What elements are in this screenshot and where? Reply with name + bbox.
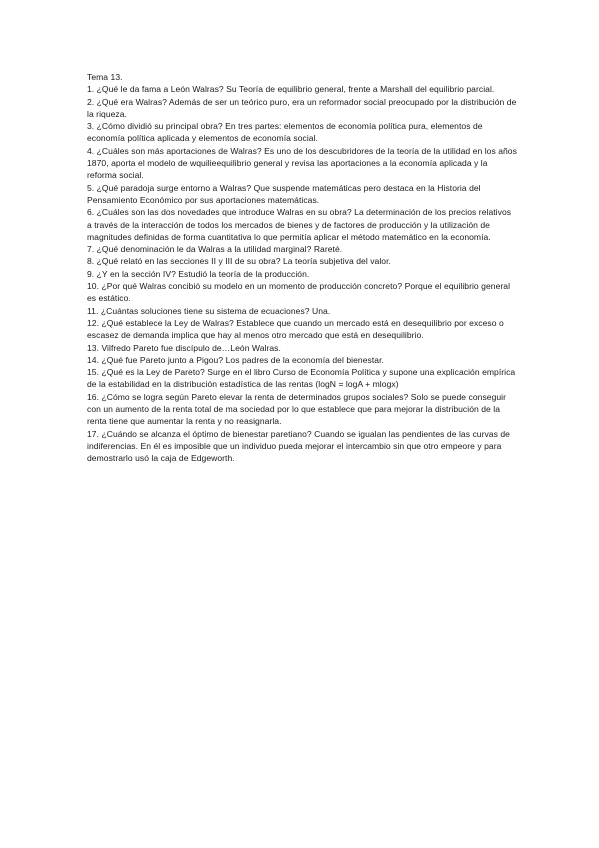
- question-item-10: 10. ¿Por qué Walras concibió su modelo en un momento de producción concreto? Porque el equilibrio general es estático.: [87, 281, 511, 304]
- question-item-7: 7. ¿Qué denominación le da Walras a la utilidad marginal? Rareté.: [87, 244, 343, 255]
- question-item-3: 3. ¿Cómo dividió su principal obra? En tres partes: elementos de economía política pura, elementos de economía política aplicada y elementos de economía social.: [87, 121, 483, 144]
- question-item-4: 4. ¿Cuáles son más aportaciones de Walras? Es uno de los descubridores de la teoría de la utilidad en los años 1870, aporta el modelo de wquilieequilibrio general y revisa las aportaciones a la economía aplicada y la reforma social.: [87, 145, 517, 181]
- document-body: [87, 71, 517, 465]
- document-title: Tema 13.: [87, 72, 123, 82]
- question-item-6: 6. ¿Cuáles son las dos novedades que introduce Walras en su obra? La determinación de los precios relativos a través de la interacción de todos los mercados de bienes y de factores de producción y la utilización de magnitudes definidas de forma cuantitativa lo que permitía aplicar el método matemático en la economía.: [87, 207, 512, 242]
- question-item-8: 8. ¿Qué relató en las secciones II y III de su obra? La teoría subjetiva del valor.: [87, 256, 391, 267]
- question-item-13: 13. Vilfredo Pareto fue discípulo de…León Walras.: [87, 342, 281, 353]
- question-item-14: 14. ¿Qué fue Pareto junto a Pigou? Los padres de la economía del bienestar.: [87, 354, 384, 365]
- question-item-5: 5. ¿Qué paradoja surge entorno a Walras? Que suspende matemáticas pero destaca en la Historia del Pensamiento Económico por sus aportaciones matemáticas.: [87, 182, 481, 205]
- question-item-12: 12. ¿Qué establece la Ley de Walras? Establece que cuando un mercado está en desequilibrio por exceso o escasez de demanda implica que hay al menos otro mercado que está en desequilibrio.: [87, 317, 504, 341]
- question-item-16: 16. ¿Cómo se logra según Pareto elevar la renta de determinados grupos sociales? Solo se puede conseguir con un aumento de la renta total de ma sociedad por lo que establece que para mejorar la distribución de la renta tiene que aumentar la renta y no reasignarla.: [87, 391, 507, 427]
- question-item-17: 17. ¿Cuándo se alcanza el óptimo de bienestar paretiano? Cuando se igualan las pendientes de las curvas de indiferencias. En él es imposible que un individuo pueda mejorar el intercambio sin que otro empeore y para demostrarlo usó la caja de Edgeworth.: [87, 428, 510, 464]
- question-item-9: 9. ¿Y en la sección IV? Estudió la teoría de la producción.: [87, 268, 310, 279]
- question-item-15: 15. ¿Qué es la Ley de Pareto? Surge en el libro Curso de Economía Política y supone una explicación empírica de la estabilidad en la distribución estadística de las rentas (logN = logA + mlogx): [87, 367, 516, 390]
- question-item-11: 11. ¿Cuántas soluciones tiene su sistema de ecuaciones? Una.: [87, 305, 331, 316]
- question-item-1: 1. ¿Qué le da fama a León Walras? Su Teoría de equilibrio general, frente a Marshall del equilibrio parcial.: [87, 84, 495, 95]
- question-item-2: 2. ¿Qué era Walras? Además de ser un teórico puro, era un reformador social preocupado por la distribución de la riqueza.: [87, 96, 517, 119]
